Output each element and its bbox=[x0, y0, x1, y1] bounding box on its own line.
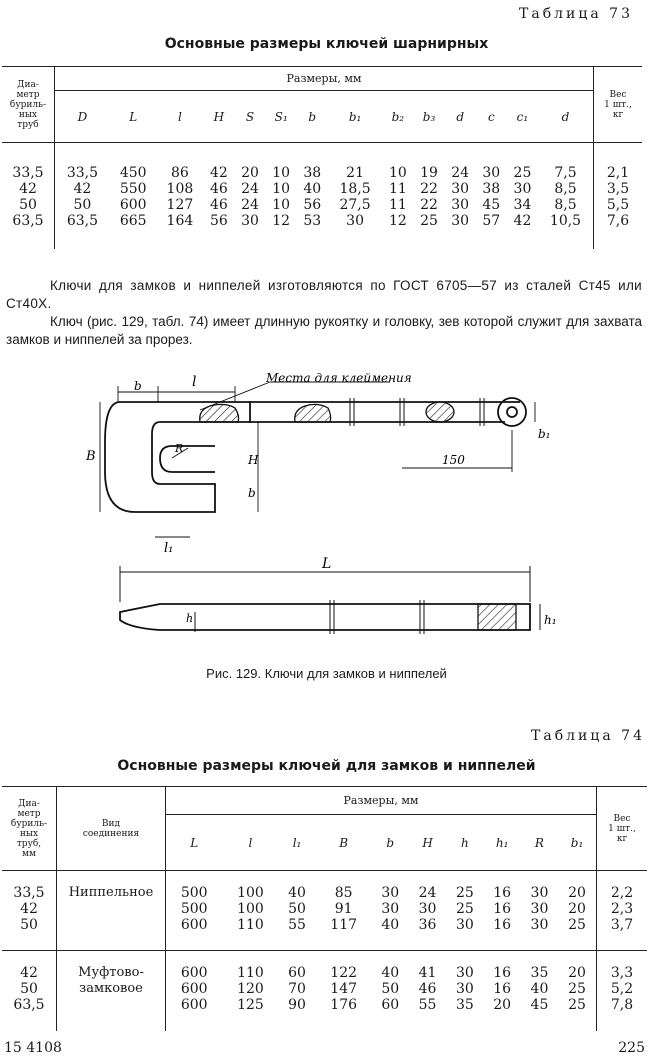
table74-kind-header bbox=[57, 787, 166, 871]
table74-cell: 20 bbox=[568, 965, 586, 981]
footer-signature: 15 4108 bbox=[4, 1040, 62, 1056]
table73-column bbox=[110, 143, 157, 249]
table73-sizes-header: Размеры, мм bbox=[55, 67, 594, 91]
table73-cell: 450 bbox=[119, 165, 147, 181]
table73-cell: 50 bbox=[73, 197, 92, 213]
header-line: соединения bbox=[82, 828, 140, 839]
table74-cell: 16 bbox=[493, 981, 512, 997]
header-line: метр bbox=[16, 89, 40, 100]
table73-cell: 3,5 bbox=[606, 181, 630, 197]
table74-col-header: B bbox=[316, 815, 372, 871]
table74-col-header: H bbox=[409, 815, 446, 871]
table74-column bbox=[409, 951, 446, 1031]
header-line: мм bbox=[21, 848, 36, 859]
table74-cell: 30 bbox=[418, 901, 437, 917]
table73-cell: 24 bbox=[241, 181, 259, 197]
table74-sizes-header: Размеры, мм bbox=[166, 787, 597, 815]
dim-h1: h₁ bbox=[544, 613, 557, 627]
table73-cell: 27,5 bbox=[339, 197, 371, 213]
table74-cell: 50 bbox=[381, 981, 400, 997]
table74-cell: 30 bbox=[530, 885, 549, 901]
table74-column bbox=[372, 951, 409, 1031]
table74-cell: 42 bbox=[20, 901, 38, 917]
table73-cell: 42 bbox=[209, 165, 228, 181]
table74-cell: 63,5 bbox=[13, 997, 45, 1013]
table73-cell: 127 bbox=[166, 197, 194, 213]
table74-column bbox=[166, 951, 223, 1031]
table74-cell: 60 bbox=[288, 965, 306, 981]
table73-col-header: S₁ bbox=[266, 91, 297, 143]
dim-l1: l₁ bbox=[164, 541, 174, 556]
table74-cell: 25 bbox=[455, 901, 474, 917]
table74-col-header: R bbox=[521, 815, 558, 871]
table73-cell: 18,5 bbox=[339, 181, 371, 197]
dim-l: l bbox=[192, 374, 197, 390]
table73-weight-header bbox=[594, 67, 643, 143]
table74-cell: 600 bbox=[180, 997, 208, 1013]
header-line: Диа- bbox=[18, 798, 40, 809]
figure-caption: Рис. 129. Ключи для замков и ниппелей bbox=[206, 666, 447, 681]
table73-cell: 20 bbox=[241, 165, 259, 181]
table74-cell: 42 bbox=[20, 965, 38, 981]
table74-cell: 30 bbox=[381, 885, 400, 901]
table74-cell: 16 bbox=[493, 965, 512, 981]
dim-b: b bbox=[134, 379, 142, 393]
table74-cell: 125 bbox=[237, 997, 264, 1013]
table74-column bbox=[558, 871, 596, 951]
table74-col-header: h bbox=[446, 815, 483, 871]
table74-cell: 600 bbox=[180, 917, 208, 933]
table73-cell: 22 bbox=[420, 181, 438, 197]
table74-cell: 600 bbox=[180, 965, 208, 981]
table73-cell: 10 bbox=[272, 181, 291, 197]
table74-cell: 35 bbox=[530, 965, 549, 981]
table74-cell: 117 bbox=[330, 917, 358, 933]
table74-cell: 16 bbox=[493, 917, 512, 933]
table73 bbox=[2, 66, 642, 249]
table73-col-header: S bbox=[234, 91, 265, 143]
table73-cell: 164 bbox=[166, 213, 194, 229]
table74-column bbox=[521, 951, 558, 1031]
table73-cell: 5,5 bbox=[606, 197, 630, 213]
table74-cell: 25 bbox=[568, 997, 586, 1013]
table73-col-header: d bbox=[538, 91, 593, 143]
figure-129-drawing bbox=[60, 372, 580, 652]
table74-label: Таблица 74 bbox=[531, 728, 645, 744]
header-line: труб, bbox=[16, 838, 42, 849]
table74-title: Основные размеры ключей для замков и ниппелей bbox=[117, 758, 536, 774]
table73-cell: 24 bbox=[451, 165, 470, 181]
table73-column bbox=[445, 143, 476, 249]
table73-cell: 21 bbox=[346, 165, 364, 181]
table73-cell: 550 bbox=[119, 181, 147, 197]
table74-weight-header bbox=[597, 787, 648, 871]
table74-column bbox=[597, 951, 648, 1031]
table73-cell: 30 bbox=[482, 165, 501, 181]
table74-cell: 55 bbox=[288, 917, 306, 933]
paragraph-1: Ключи для замков и ниппелей изготовляются по ГОСТ 6705—57 из сталей Ст45 или Ст40Х. bbox=[6, 278, 642, 311]
table73-col-header: H bbox=[203, 91, 234, 143]
table74-cell: 5,2 bbox=[610, 981, 634, 997]
table73-col-header: b₁ bbox=[328, 91, 382, 143]
table73-col-header: b₂ bbox=[382, 91, 413, 143]
table74-cell: 33,5 bbox=[13, 885, 45, 901]
table73-cell: 63,5 bbox=[12, 213, 44, 229]
table74-cell: 2,2 bbox=[610, 885, 634, 901]
table73-col-header: b bbox=[297, 91, 328, 143]
header-line: метр bbox=[17, 808, 41, 819]
table73-cell: 40 bbox=[303, 181, 322, 197]
table74-cell: 40 bbox=[288, 885, 306, 901]
dim-L: L bbox=[322, 556, 332, 572]
table74-cell: 30 bbox=[381, 901, 400, 917]
table73-cell: 600 bbox=[119, 197, 147, 213]
table73-column bbox=[382, 143, 413, 249]
table73-col-header: c₁ bbox=[507, 91, 538, 143]
table73-col-header: b₃ bbox=[413, 91, 444, 143]
table74-col-header: l bbox=[222, 815, 278, 871]
table74-cell: 45 bbox=[530, 997, 549, 1013]
table73-column bbox=[328, 143, 382, 249]
table74-cell: 3,7 bbox=[610, 917, 634, 933]
table73-column bbox=[266, 143, 297, 249]
table74-cell: 600 bbox=[180, 981, 208, 997]
table73-col-header: d bbox=[445, 91, 476, 143]
table73-cell: 19 bbox=[420, 165, 438, 181]
header-line: Вид bbox=[101, 818, 121, 829]
table74-diameters bbox=[2, 871, 57, 951]
table73-cell: 45 bbox=[482, 197, 501, 213]
table73-cell: 38 bbox=[303, 165, 322, 181]
table74-cell: 55 bbox=[418, 997, 437, 1013]
table73-col-header: l bbox=[157, 91, 204, 143]
table74-column bbox=[409, 871, 446, 951]
table73-cell: 30 bbox=[241, 213, 259, 229]
table73-cell: 11 bbox=[388, 181, 407, 197]
table74-cell: 100 bbox=[237, 901, 264, 917]
table73-column bbox=[157, 143, 204, 249]
header-line: 1 шт., bbox=[604, 99, 632, 110]
table73-cell: 108 bbox=[166, 181, 194, 197]
paragraph-2: Ключ (рис. 129, табл. 74) имеет длинную рукоятку и головку, зев которой служит для захвата замков и ниппелей за прорез. bbox=[6, 314, 642, 347]
header-line: буриль- bbox=[9, 99, 47, 110]
header-line: кг bbox=[612, 109, 624, 120]
table73-cell: 25 bbox=[513, 165, 532, 181]
table73-cell: 25 bbox=[420, 213, 438, 229]
header-line: Вес bbox=[613, 813, 631, 824]
table73-cell: 30 bbox=[451, 181, 470, 197]
table73-cell: 57 bbox=[482, 213, 501, 229]
dim-b-lower: b bbox=[248, 486, 256, 500]
table74-cell: 20 bbox=[493, 997, 512, 1013]
table73-cell: 30 bbox=[513, 181, 532, 197]
table73-column bbox=[507, 143, 538, 249]
header-line: 1 шт., bbox=[608, 823, 636, 834]
table73-cell: 7,5 bbox=[554, 165, 577, 181]
table73-column bbox=[297, 143, 328, 249]
table74-cell: 36 bbox=[418, 917, 437, 933]
table73-cell: 53 bbox=[303, 213, 322, 229]
table73-cell: 12 bbox=[388, 213, 407, 229]
table74-kind: Ниппельное bbox=[57, 871, 166, 951]
header-line: ных bbox=[18, 109, 38, 120]
table73-diameter-header bbox=[2, 67, 55, 143]
dim-B: B bbox=[86, 449, 96, 464]
table73-column bbox=[538, 143, 593, 249]
table73-cell: 46 bbox=[209, 197, 228, 213]
table74-column bbox=[446, 951, 483, 1031]
table73-col-header: c bbox=[476, 91, 507, 143]
table74-cell: 60 bbox=[381, 997, 400, 1013]
table74-cell: 3,3 bbox=[610, 965, 634, 981]
table74-cell: 500 bbox=[180, 885, 208, 901]
header-line: Вес bbox=[609, 89, 627, 100]
figure-annotation: Места для клеймения bbox=[266, 372, 412, 385]
table74-cell: 40 bbox=[381, 917, 400, 933]
table73-cell: 7,6 bbox=[606, 213, 630, 229]
page-number: 225 bbox=[618, 1040, 645, 1056]
table74-column bbox=[166, 871, 223, 951]
table73-cell: 56 bbox=[209, 213, 228, 229]
dim-b1: b₁ bbox=[538, 427, 551, 441]
header-line: Диа- bbox=[17, 79, 39, 90]
table74-diameters bbox=[2, 951, 57, 1031]
table73-column bbox=[55, 143, 110, 249]
table74-col-header: L bbox=[166, 815, 223, 871]
table73-cell: 42 bbox=[19, 181, 37, 197]
table73-title: Основные размеры ключей шарнирных bbox=[164, 36, 489, 52]
table74-column bbox=[222, 871, 278, 951]
dim-150: 150 bbox=[442, 453, 465, 467]
table74-cell: 122 bbox=[330, 965, 358, 981]
table74-cell: 147 bbox=[330, 981, 358, 997]
table74-cell: 50 bbox=[288, 901, 306, 917]
table74-cell: 110 bbox=[237, 917, 264, 933]
table74-column bbox=[484, 951, 521, 1031]
table73-cell: 63,5 bbox=[66, 213, 98, 229]
table73-label: Таблица 73 bbox=[519, 6, 633, 22]
table74-cell: 40 bbox=[381, 965, 400, 981]
table74-cell: 90 bbox=[288, 997, 306, 1013]
table74-column bbox=[521, 871, 558, 951]
table73-cell: 30 bbox=[451, 213, 470, 229]
table74-cell: 16 bbox=[493, 901, 512, 917]
table74-column bbox=[316, 871, 372, 951]
header-line: буриль- bbox=[10, 818, 48, 829]
table73-cell: 56 bbox=[303, 197, 322, 213]
table73-cell: 24 bbox=[241, 197, 259, 213]
table74-cell: 40 bbox=[530, 981, 549, 997]
table74-col-header: l₁ bbox=[278, 815, 315, 871]
table73-cell: 38 bbox=[482, 181, 501, 197]
table74-column bbox=[597, 871, 648, 951]
table74-cell: 500 bbox=[180, 901, 208, 917]
table73-cell: 11 bbox=[388, 197, 407, 213]
table74-cell: 50 bbox=[20, 917, 38, 933]
table73-column bbox=[2, 143, 55, 249]
table74-column bbox=[484, 871, 521, 951]
table73-column bbox=[594, 143, 643, 249]
table74-column bbox=[558, 951, 596, 1031]
table74-cell: 20 bbox=[568, 885, 586, 901]
table74-kind: Муфтово-замковое bbox=[57, 951, 166, 1031]
header-line: кг bbox=[616, 833, 628, 844]
table73-cell: 34 bbox=[513, 197, 532, 213]
table74-column bbox=[278, 951, 315, 1031]
table74-diameter-header bbox=[2, 787, 57, 871]
table74-cell: 2,3 bbox=[610, 901, 634, 917]
table74-cell: 35 bbox=[455, 997, 474, 1013]
table73-cell: 665 bbox=[119, 213, 147, 229]
table73-col-header: D bbox=[55, 91, 110, 143]
table74-cell: 30 bbox=[455, 981, 474, 997]
table74-column bbox=[316, 951, 372, 1031]
dim-R: R bbox=[175, 442, 184, 455]
table74-cell: 85 bbox=[334, 885, 353, 901]
table74-cell: 25 bbox=[455, 885, 474, 901]
table74-cell: 30 bbox=[530, 901, 549, 917]
header-line: ных bbox=[19, 828, 39, 839]
table74-col-header: b₁ bbox=[558, 815, 596, 871]
table74-cell: 25 bbox=[568, 981, 586, 997]
table74-column bbox=[446, 871, 483, 951]
table73-cell: 10 bbox=[272, 197, 291, 213]
table74-cell: 24 bbox=[418, 885, 437, 901]
table73-cell: 86 bbox=[171, 165, 189, 181]
table73-cell: 22 bbox=[420, 197, 438, 213]
table74-cell: 20 bbox=[568, 901, 586, 917]
table73-column bbox=[234, 143, 265, 249]
table73-cell: 2,1 bbox=[606, 165, 630, 181]
dim-h: h bbox=[186, 612, 194, 625]
table73-cell: 30 bbox=[451, 197, 470, 213]
table73-cell: 50 bbox=[19, 197, 37, 213]
table74-col-header: b bbox=[372, 815, 409, 871]
table74-cell: 25 bbox=[568, 917, 586, 933]
table73-cell: 10,5 bbox=[549, 213, 582, 229]
table74-cell: 70 bbox=[288, 981, 306, 997]
table73-cell: 33,5 bbox=[12, 165, 44, 181]
table74-cell: 7,8 bbox=[610, 997, 634, 1013]
table74-cell: 46 bbox=[418, 981, 437, 997]
table74 bbox=[2, 786, 647, 1031]
table73-cell: 10 bbox=[272, 165, 291, 181]
table73-cell: 42 bbox=[513, 213, 532, 229]
table74-cell: 110 bbox=[237, 965, 264, 981]
table74-column bbox=[222, 951, 278, 1031]
table74-cell: 100 bbox=[237, 885, 264, 901]
table74-column bbox=[278, 871, 315, 951]
table73-cell: 46 bbox=[209, 181, 228, 197]
table74-cell: 91 bbox=[334, 901, 353, 917]
table74-cell: 30 bbox=[455, 965, 474, 981]
table73-column bbox=[203, 143, 234, 249]
table73-cell: 30 bbox=[346, 213, 364, 229]
header-line: труб bbox=[17, 119, 39, 130]
dim-H: H bbox=[248, 453, 259, 467]
table74-cell: 50 bbox=[20, 981, 38, 997]
table73-cell: 12 bbox=[272, 213, 291, 229]
table74-cell: 41 bbox=[418, 965, 437, 981]
table73-cell: 8,5 bbox=[554, 181, 577, 197]
table73-col-header: L bbox=[110, 91, 157, 143]
table74-col-header: h₁ bbox=[484, 815, 521, 871]
table73-cell: 8,5 bbox=[554, 197, 577, 213]
table74-column bbox=[372, 871, 409, 951]
table74-cell: 30 bbox=[455, 917, 474, 933]
table74-cell: 120 bbox=[237, 981, 264, 997]
table74-cell: 30 bbox=[530, 917, 549, 933]
table73-column bbox=[413, 143, 444, 249]
table74-cell: 176 bbox=[330, 997, 358, 1013]
table73-column bbox=[476, 143, 507, 249]
table74-cell: 16 bbox=[493, 885, 512, 901]
table73-cell: 10 bbox=[388, 165, 407, 181]
table73-cell: 42 bbox=[73, 181, 92, 197]
table73-cell: 33,5 bbox=[66, 165, 98, 181]
